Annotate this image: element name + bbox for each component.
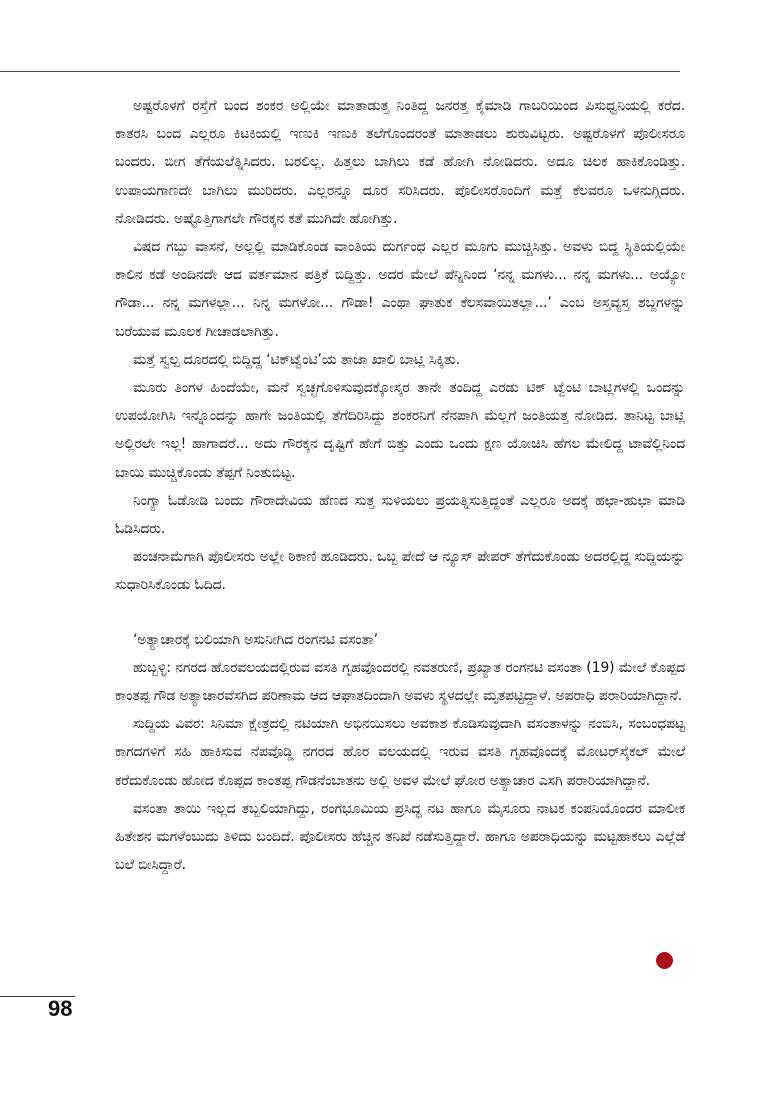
section-gap: [115, 600, 685, 626]
decorative-dot: [656, 952, 673, 969]
top-rule: [0, 71, 680, 72]
news-headline: ‘ಅತ್ಯಾಚಾರಕ್ಕೆ ಬಲಿಯಾಗಿ ಅಸುನೀಗಿದ ರಂಗನಟಿ ವಸಂತಾ’: [133, 631, 378, 648]
story-paragraph-1: ಅಷ್ಟರೊಳಗೆ ರಸ್ತೆಗೆ ಬಂದ ಶಂಕರ ಅಲ್ಲಿಯೇ ಮಾತಾಡುತ್ತ ನಿಂತಿದ್ದ ಜನರತ್ತ ಕೈಮಾಡಿ ಗಾಬರಿಯಿಂದ ಪಿಸುಧ್ವನಿಯಲ್ಲಿ ಕರೆದ. ಕಾತರಸಿ ಬಂದ ಎಲ್ಲರೂ ಕಿಟಕಿಯಲ್ಲಿ ಇಣುಕಿ ಇಣುಕಿ ತಲೆಗೊಂದರಂತೆ ಮಾತಾಡಲು ಶುರುವಿಟ್ಟರು. ಅಷ್ಟರೊಳಗೆ ಪೊಲೀಸರೂ ಬಂದರು. ಬೀಗ ತೆಗೆಯಲೆತ್ನಿಸಿದರು. ಬರಲಿಲ್ಲ. ಹಿತ್ತಲು ಬಾಗಿಲು ಕಡೆ ಹೋಗಿ ನೋಡಿದರು. ಅದೂ ಚಿಲಕ ಹಾಕಿಕೊಂಡಿತ್ತು. ಉಪಾಯಗಾಣದೇ ಬಾಗಿಲು ಮುರಿದರು. ಎಲ್ಲರನ್ನೂ ದೂರ ಸರಿಸಿದರು. ಪೊಲೀಸರೊಂದಿಗೆ ಮತ್ತೆ ಕೆಲವರೂ ಒಳನುಗ್ಗಿದರು. ನೋಡಿದರು. ಅಷ್ಟೊತ್ತಿಗಾಗಲೇ ಗೌರಕ್ಕನ ಕತೆ ಮುಗಿದೇ ಹೋಗಿತ್ತು.: [115, 98, 685, 227]
news-paragraph-2: ಸುದ್ದಿಯ ವಿವರ: ಸಿನಿಮಾ ಕ್ಷೇತ್ರದಲ್ಲಿ ನಟಿಯಾಗಿ ಅಭಿನಯಿಸಲು ಅವಕಾಶ ಕೊಡಿಸುವುದಾಗಿ ವಸಂತಾಳನ್ನು ನಂಬಿಸಿ, ಸಂಬಂಧಪಟ್ಟ ಕಾಗದಗಳಿಗೆ ಸಹಿ ಹಾಕಿಸುವ ನೆಪವೊಡ್ಡಿ ನಗರದ ಹೊರ ವಲಯದಲ್ಲಿ ಇರುವ ವಸತಿ ಗೃಹವೊಂದಕ್ಕೆ ಮೋಟರ್‌ಸೈಕಲ್ ಮೇಲೆ ಕರೆದುಕೊಂಡು ಹೋದ ಕೊಪ್ಪದ ಕಾಂತಪ್ಪ ಗೌಡನೆಂಬಾತನು ಅಲ್ಲಿ ಅವಳ ಮೇಲೆ ಘೋರ ಅತ್ಯಾಚಾರ ಎಸಗಿ ಪರಾರಿಯಾಗಿದ್ದಾನೆ.: [115, 716, 685, 789]
story-paragraph-6: ಪಂಚನಾಮೆಗಾಗಿ ಪೊಲೀಸರು ಅಲ್ಲೇ ಠಿಕಾಣಿ ಹೂಡಿದರು. ಒಬ್ಬ ಪೇದೆ ಆ ನ್ಯೂಸ್ ಪೇಪರ್ ತೆಗೆದುಕೊಂಡು ಅದರಲ್ಲಿದ್ದ ಸುದ್ದಿಯನ್ನು ಸುಧಾರಿಸಿಕೊಂಡು ಓದಿದ.: [115, 549, 685, 594]
news-paragraph-1: ಹುಬ್ಬಳ್ಳಿ: ನಗರದ ಹೊರವಲಯದಲ್ಲಿರುವ ವಸತಿ ಗೃಹವೊಂದರಲ್ಲಿ ನವತರುಣಿ, ಪ್ರಖ್ಯಾತ ರಂಗನಟಿ ವಸಂತಾ (19) ಮೇಲೆ ಕೊಪ್ಪದ ಕಾಂತಪ್ಪ ಗೌಡ ಅತ್ಯಾಚಾರವೆಸಗಿದ ಪರಿಣಾಮ ಆದ ಆಘಾತದಿಂದಾಗಿ ಅವಳು ಸ್ಥಳದಲ್ಲೇ ಮೃತಪಟ್ಟಿದ್ದಾಳೆ. ಅಪರಾಧಿ ಪರಾರಿಯಾಗಿದ್ದಾನೆ.: [115, 659, 685, 705]
story-paragraph-3: ಮತ್ತೆ ಸ್ವಲ್ಪ ದೂರದಲ್ಲಿ ಬಿದ್ದಿದ್ದ ‘ಟಿಕ್‌ಟ್ವೆಂಟಿ’ಯ ತಾಜಾ ಖಾಲಿ ಬಾಟ್ಲಿ ಸಿಕ್ಕಿತು.: [133, 351, 460, 368]
story-paragraph-5: ನಿಂಗ್ಯಾ ಓಡೋಡಿ ಬಂದು ಗೌರಾದೇವಿಯ ಹೆಣದ ಸುತ್ತ ಸುಳಿಯಲು ಪ್ರಯತ್ನಿಸುತ್ತಿದ್ದಂತೆ ಎಲ್ಲರೂ ಅದಕ್ಕೆ ಹಛಾ-ಹುಛಾ ಮಾಡಿ ಓಡಿಸಿದರು.: [115, 492, 685, 538]
news-paragraph-3: ವಸಂತಾ ತಾಯಿ ಇಲ್ಲದ ತಬ್ಬಲಿಯಾಗಿದ್ದು, ರಂಗಭೂಮಿಯ ಪ್ರಸಿದ್ಧ ನಟ ಹಾಗೂ ಮೈಸೂರು ನಾಟಕ ಕಂಪನಿಯೊಂದರ ಮಾಲೀಕ ಹಿತೇಶನ ಮಗಳೆಂಬುದು ತಿಳಿದು ಬಂದಿದೆ. ಪೊಲೀಸರು ಹೆಚ್ಚಿನ ತನಿಖೆ ನಡೆಸುತ್ತಿದ್ದಾರೆ. ಹಾಗೂ ಅಪರಾಧಿಯನ್ನು ಮಟ್ಟಹಾಕಲು ಎಲ್ಲೆಡೆ ಬಲೆ ಬೀಸಿದ್ದಾರೆ.: [115, 800, 685, 874]
page-number: 98: [48, 996, 73, 1021]
story-paragraph-4: ಮೂರು ತಿಂಗಳ ಹಿಂದೆಯೇ, ಮನೆ ಸ್ವಚ್ಛಗೊಳಿಸುವುದಕ್ಕೋಸ್ಕರ ತಾನೇ ತಂದಿದ್ದ ಎರಡು ಟಿಕ್ ಟ್ವೆಂಟಿ ಬಾಟ್ಲಿಗಳಲ್ಲಿ ಒಂದನ್ನು ಉಪಯೋಗಿಸಿ ಇನ್ನೊಂದನ್ನು ಹಾಗೇ ಜಂತಿಯಲ್ಲಿ ತೆಗೆದಿರಿಸಿದ್ದು ಶಂಕರನಿಗೆ ನೆನಪಾಗಿ ಮೆಲ್ಲಗೆ ಜಂತಿಯತ್ತ ನೋಡಿದ. ತಾನಿಟ್ಟ ಬಾಟ್ಲಿ ಅಲ್ಲಿರಲೇ ಇಲ್ಲ! ಹಾಗಾದರೆ... ಅದು ಗೌರಕ್ಕನ ದೃಷ್ಟಿಗೆ ಹೇಗೆ ಬಿತ್ತು ಎಂದು ಒಂದು ಕ್ಷಣ ಯೋಚಿಸಿ ಹೆಗಲ ಮೇಲಿದ್ದ ಟಾವೆಲ್ಲಿನಿಂದ ಬಾಯಿ ಮುಚ್ಚಿಕೊಂಡು ತೆಪ್ಪಗೆ ನಿಂತುಬಿಟ್ಟ.: [115, 380, 685, 481]
story-paragraph-2: ವಿಷದ ಗಬ್ಬು ವಾಸನೆ, ಅಲ್ಲಲ್ಲಿ ಮಾಡಿಕೊಂಡ ವಾಂತಿಯ ದುರ್ಗಂಧ ಎಲ್ಲರ ಮೂಗು ಮುಚ್ಚಿಸಿತ್ತು. ಅವಳು ಬಿದ್ದ ಸ್ಥಿತಿಯಲ್ಲಿಯೇ ಕಾಲಿನ ಕಡೆ ಅಂದಿನದೇ ಆದ ವರ್ತಮಾನ ಪತ್ರಿಕೆ ಬಿದ್ದಿತ್ತು. ಅದರ ಮೇಲೆ ಪೆನ್ನಿನಿಂದ ‘ನನ್ನ ಮಗಳು... ನನ್ನ ಮಗಳು... ಅಯ್ಯೋ ಗೌಡಾ... ನನ್ನ ಮಗಳಲ್ಲಾ... ನಿನ್ನ ಮಗಳೋ... ಗೌಡಾ! ಎಂಥಾ ಘಾತುಕ ಕೆಲಸವಾಯಿತಲ್ಲಾ...’ ಎಂಬ ಅಸ್ತವ್ಯಸ್ತ ಶಬ್ದಗಳನ್ನು ಬರೆಯುವ ಮೂಲಕ ಗೀಚಾಡಲಾಗಿತ್ತು.: [115, 239, 685, 340]
page-body: [115, 92, 685, 879]
